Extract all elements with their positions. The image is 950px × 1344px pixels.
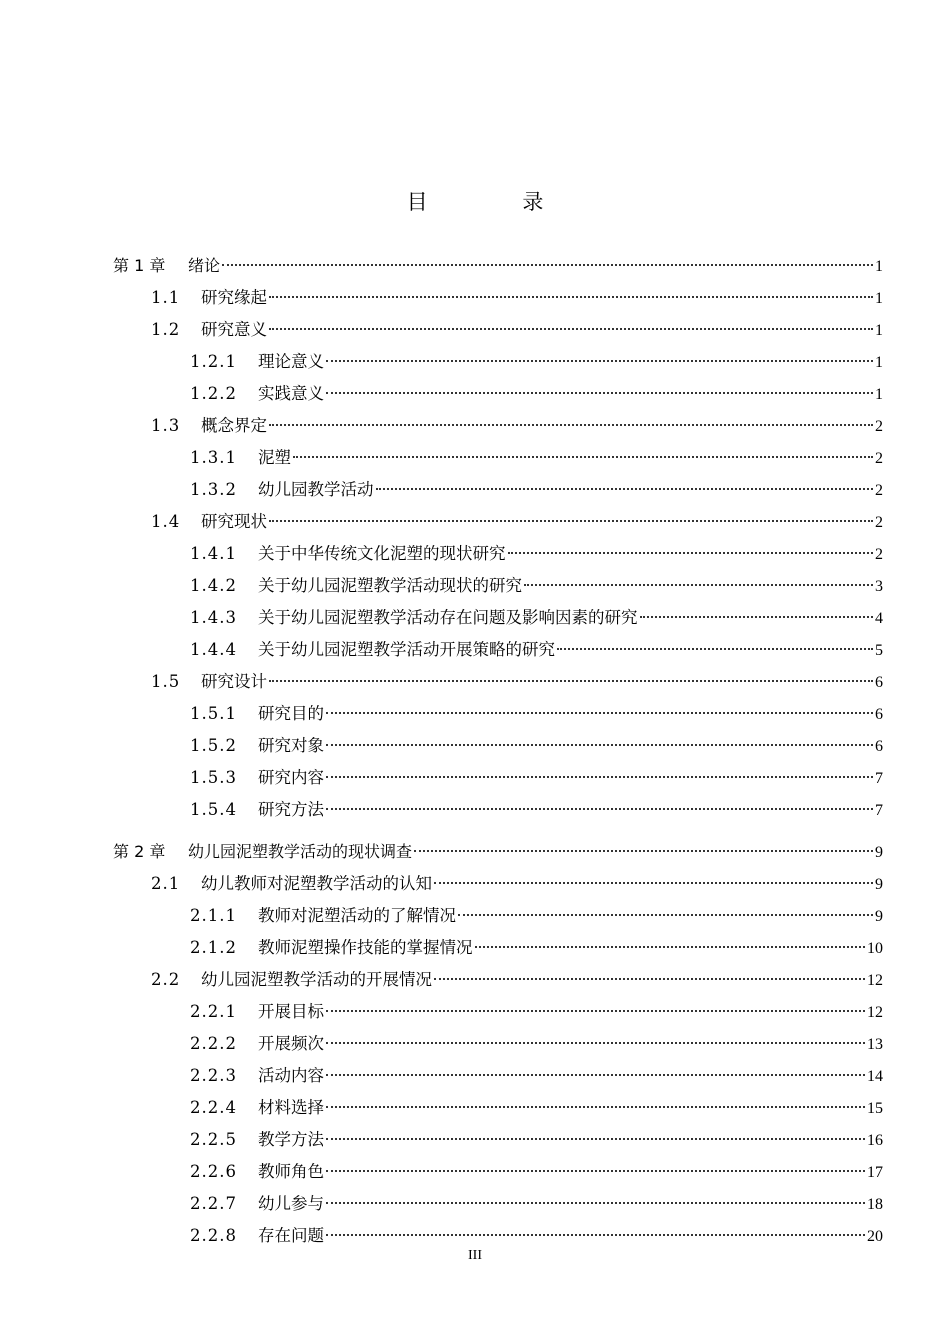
dot-leader [434, 882, 873, 884]
toc-section-entry[interactable] [113, 996, 883, 1028]
dot-leader [475, 946, 866, 948]
toc-entry-page: 4 [875, 610, 883, 627]
toc-entry-title: 活动内容 [258, 1066, 324, 1085]
toc-entry-number: 1.5.1 [190, 704, 237, 723]
toc-chapter-entry[interactable] [113, 836, 883, 868]
dot-leader [326, 1170, 865, 1172]
dot-leader [326, 808, 873, 810]
toc-entry-page: 2 [875, 450, 883, 467]
toc-section-entry[interactable] [113, 1060, 883, 1092]
toc-section-entry[interactable] [113, 794, 883, 826]
toc-entry-title: 概念界定 [201, 416, 267, 435]
dot-leader [326, 712, 873, 714]
dot-leader [222, 264, 873, 266]
toc-entry-page: 12 [867, 972, 883, 989]
toc-section-entry[interactable] [113, 602, 883, 634]
toc-entry-page: 7 [875, 770, 883, 787]
toc-entry-title: 开展目标 [258, 1002, 324, 1021]
table-of-contents [113, 250, 883, 1252]
toc-entry-number: 1.5.4 [190, 800, 237, 819]
toc-entry-title: 理论意义 [258, 352, 324, 371]
toc-entry-number: 2.2.6 [190, 1162, 237, 1181]
toc-entry-title: 教师泥塑操作技能的掌握情况 [258, 938, 473, 957]
toc-entry-number: 1.2.1 [190, 352, 237, 371]
toc-entry-page: 17 [867, 1164, 883, 1181]
dot-leader [326, 1106, 865, 1108]
toc-section-entry[interactable] [113, 730, 883, 762]
toc-entry-title: 开展频次 [258, 1034, 324, 1053]
toc-entry-number: 2.2.8 [190, 1226, 237, 1245]
dot-leader [293, 456, 873, 458]
dot-leader [434, 978, 865, 980]
toc-section-entry[interactable] [113, 1028, 883, 1060]
dot-leader [326, 776, 873, 778]
toc-entry-number: 1.3.1 [190, 448, 237, 467]
toc-entry-title: 研究现状 [201, 512, 267, 531]
toc-entry-title: 研究内容 [258, 768, 324, 787]
toc-section-entry[interactable] [113, 964, 883, 996]
dot-leader [326, 360, 873, 362]
toc-entry-title: 绪论 [188, 256, 221, 275]
toc-entry-title: 关于中华传统文化泥塑的现状研究 [258, 544, 506, 563]
toc-section-entry[interactable] [113, 314, 883, 346]
toc-entry-title: 幼儿教师对泥塑教学活动的认知 [201, 874, 432, 893]
toc-section-entry[interactable] [113, 282, 883, 314]
dot-leader [458, 914, 873, 916]
toc-section-entry[interactable] [113, 410, 883, 442]
dot-leader [326, 744, 873, 746]
toc-entry-title: 研究对象 [258, 736, 324, 755]
dot-leader [414, 850, 873, 852]
toc-entry-number: 1.4.3 [190, 608, 237, 627]
toc-entry-page: 1 [875, 258, 883, 275]
toc-entry-number: 2.1.1 [190, 906, 237, 925]
toc-entry-page: 9 [875, 908, 883, 925]
dot-leader [557, 648, 873, 650]
toc-entry-number: 1.2.2 [190, 384, 237, 403]
dot-leader [640, 616, 874, 618]
toc-entry-page: 2 [875, 482, 883, 499]
dot-leader [269, 680, 873, 682]
toc-section-entry[interactable] [113, 1092, 883, 1124]
toc-entry-title: 泥塑 [258, 448, 291, 467]
toc-entry-page: 14 [867, 1068, 883, 1085]
toc-entry-title: 教师角色 [258, 1162, 324, 1181]
dot-leader [326, 1074, 865, 1076]
toc-entry-page: 13 [867, 1036, 883, 1053]
dot-leader [326, 1042, 865, 1044]
dot-leader [326, 1010, 865, 1012]
toc-entry-page: 15 [867, 1100, 883, 1117]
toc-entry-number: 2.1 [151, 874, 181, 893]
toc-entry-page: 9 [875, 844, 883, 861]
toc-entry-number: 2.2.2 [190, 1034, 237, 1053]
toc-entry-page: 6 [875, 738, 883, 755]
dot-leader [326, 1234, 865, 1236]
toc-section-entry[interactable] [113, 868, 883, 900]
toc-entry-page: 7 [875, 802, 883, 819]
toc-entry-page: 2 [875, 546, 883, 563]
toc-section-entry[interactable] [113, 378, 883, 410]
toc-entry-number: 2.2.3 [190, 1066, 237, 1085]
toc-section-entry[interactable] [113, 1156, 883, 1188]
dot-leader [376, 488, 874, 490]
dot-leader [269, 296, 873, 298]
toc-section-entry[interactable] [113, 698, 883, 730]
toc-entry-page: 20 [867, 1228, 883, 1245]
toc-entry-title: 研究方法 [258, 800, 324, 819]
toc-entry-number: 1.5 [151, 672, 181, 691]
toc-entry-number: 第 2 章 [113, 842, 166, 861]
toc-entry-number: 2.2.7 [190, 1194, 237, 1213]
toc-section-entry[interactable] [113, 762, 883, 794]
toc-entry-number: 2.2.1 [190, 1002, 237, 1021]
toc-section-entry[interactable] [113, 900, 883, 932]
toc-entry-number: 1.4 [151, 512, 181, 531]
toc-entry-number: 2.1.2 [190, 938, 237, 957]
toc-section-entry[interactable] [113, 474, 883, 506]
toc-entry-title: 幼儿园泥塑教学活动的开展情况 [201, 970, 432, 989]
toc-entry-number: 1.5.2 [190, 736, 237, 755]
dot-leader [326, 1138, 865, 1140]
toc-section-entry[interactable] [113, 666, 883, 698]
toc-entry-number: 1.5.3 [190, 768, 237, 787]
toc-entry-page: 6 [875, 706, 883, 723]
toc-entry-title: 幼儿园教学活动 [258, 480, 374, 499]
toc-entry-title: 研究设计 [201, 672, 267, 691]
toc-entry-page: 5 [875, 642, 883, 659]
toc-entry-title: 存在问题 [258, 1226, 324, 1245]
toc-entry-title: 幼儿参与 [258, 1194, 324, 1213]
toc-entry-page: 1 [875, 290, 883, 307]
toc-entry-title: 关于幼儿园泥塑教学活动存在问题及影响因素的研究 [258, 608, 638, 627]
toc-entry-page: 16 [867, 1132, 883, 1149]
toc-section-entry[interactable] [113, 538, 883, 570]
toc-entry-page: 1 [875, 354, 883, 371]
toc-entry-page: 1 [875, 322, 883, 339]
toc-entry-title: 关于幼儿园泥塑教学活动现状的研究 [258, 576, 522, 595]
toc-entry-page: 10 [867, 940, 883, 957]
toc-section-entry[interactable] [113, 1188, 883, 1220]
toc-entry-title: 研究目的 [258, 704, 324, 723]
toc-entry-number: 1.2 [151, 320, 181, 339]
dot-leader [269, 424, 873, 426]
toc-entry-number: 2.2.4 [190, 1098, 237, 1117]
toc-entry-page: 9 [875, 876, 883, 893]
page-footer-number: III [468, 1248, 482, 1263]
toc-entry-page: 6 [875, 674, 883, 691]
toc-section-entry[interactable] [113, 634, 883, 666]
dot-leader [269, 520, 873, 522]
toc-entry-title: 幼儿园泥塑教学活动的现状调查 [188, 842, 413, 861]
toc-entry-page: 12 [867, 1004, 883, 1021]
toc-section-entry[interactable] [113, 570, 883, 602]
toc-section-entry[interactable] [113, 442, 883, 474]
dot-leader [269, 328, 873, 330]
toc-entry-number: 1.3.2 [190, 480, 237, 499]
toc-entry-number: 1.1 [151, 288, 181, 307]
toc-entry-number: 2.2.5 [190, 1130, 237, 1149]
toc-entry-page: 2 [875, 418, 883, 435]
dot-leader [326, 1202, 865, 1204]
toc-entry-title: 教学方法 [258, 1130, 324, 1149]
toc-entry-number: 1.3 [151, 416, 181, 435]
toc-entry-page: 1 [875, 386, 883, 403]
toc-entry-number: 第 1 章 [113, 256, 166, 275]
toc-entry-title: 教师对泥塑活动的了解情况 [258, 906, 456, 925]
toc-section-entry[interactable] [113, 1124, 883, 1156]
toc-entry-title: 研究缘起 [201, 288, 267, 307]
toc-chapter-entry[interactable] [113, 250, 883, 282]
toc-entry-title: 材料选择 [258, 1098, 324, 1117]
toc-entry-number: 1.4.1 [190, 544, 237, 563]
dot-leader [508, 552, 874, 554]
toc-entry-number: 1.4.2 [190, 576, 237, 595]
dot-leader [524, 584, 873, 586]
toc-section-entry[interactable] [113, 506, 883, 538]
toc-section-entry[interactable] [113, 346, 883, 378]
toc-entry-page: 2 [875, 514, 883, 531]
toc-section-entry[interactable] [113, 932, 883, 964]
toc-entry-title: 研究意义 [201, 320, 267, 339]
page-title: 目 录 [406, 190, 588, 214]
toc-entry-title: 关于幼儿园泥塑教学活动开展策略的研究 [258, 640, 555, 659]
toc-entry-page: 3 [875, 578, 883, 595]
toc-entry-page: 18 [867, 1196, 883, 1213]
toc-entry-title: 实践意义 [258, 384, 324, 403]
toc-entry-number: 2.2 [151, 970, 181, 989]
toc-entry-number: 1.4.4 [190, 640, 237, 659]
dot-leader [326, 392, 873, 394]
